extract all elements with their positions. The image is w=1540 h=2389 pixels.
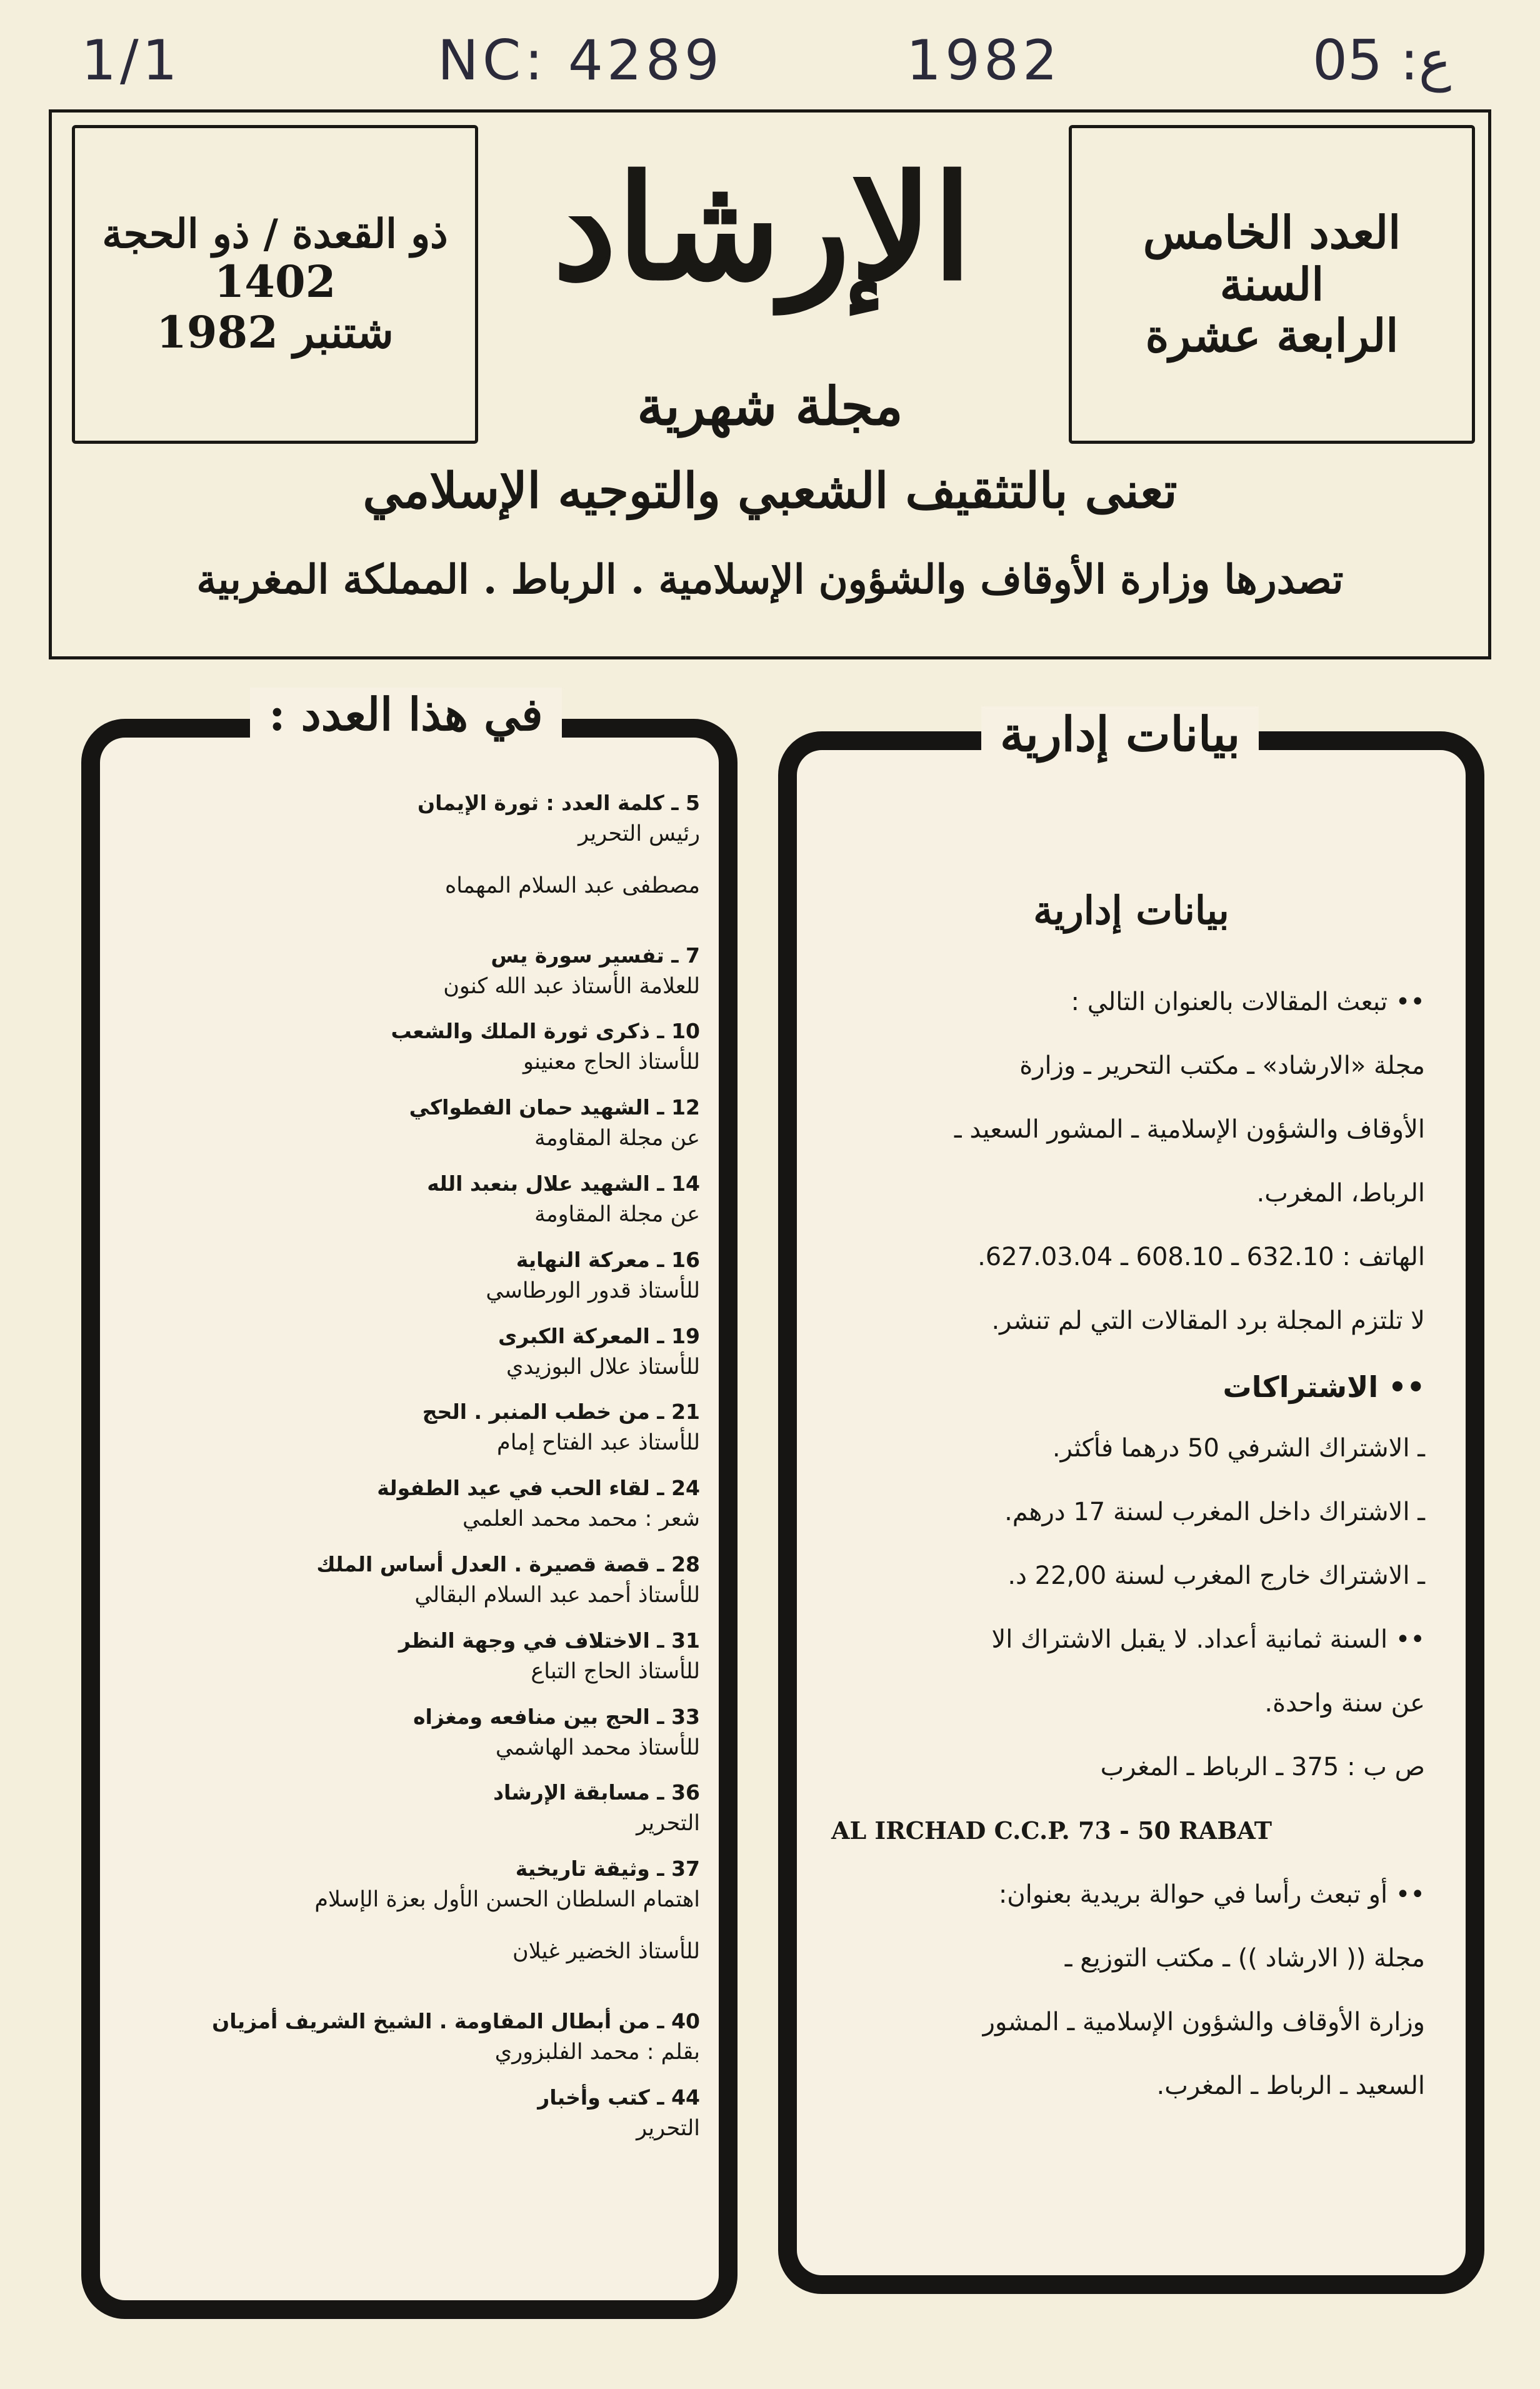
admin-line: الأوقاف والشؤون الإسلامية ـ المشور السعيد ـ xyxy=(954,1115,1425,1144)
admin-line: •• الاشتراكات xyxy=(1222,1370,1425,1404)
admin-line: وزارة الأوقاف والشؤون الإسلامية ـ المشور xyxy=(982,2008,1425,2036)
admin-line: AL IRCHAD C.C.P. 73 - 50 RABAT xyxy=(831,1816,1272,1845)
handwritten-issue-code: ع: 05 xyxy=(1312,28,1452,93)
toc-entry xyxy=(162,1552,700,1608)
toc-entry-author: للأستاذ عبد الفتاح إمام xyxy=(497,1430,700,1456)
toc-entry-title: 24 ـ لقاء الحب في عيد الطفولة xyxy=(377,1476,700,1501)
admin-line: ـ الاشتراك داخل المغرب لسنة 17 درهم. xyxy=(1004,1498,1425,1526)
toc-entry xyxy=(162,791,700,846)
issue-number-line: العدد الخامس xyxy=(1142,205,1401,259)
admin-body xyxy=(831,988,1425,2175)
toc-entry xyxy=(162,1248,700,1303)
toc-entry-title: 36 ـ مسابقة الإرشاد xyxy=(493,1780,700,1805)
gregorian-date: شتنبر 1982 xyxy=(156,306,394,358)
toc-entry xyxy=(162,2085,700,2141)
toc-entry-title: 19 ـ المعركة الكبرى xyxy=(498,1323,700,1348)
toc-entry-author: للأستاذ الخضير غيلان xyxy=(512,1939,700,1964)
admin-line: ص ب : 375 ـ الرباط ـ المغرب xyxy=(1100,1753,1425,1781)
toc-entry-title: 12 ـ الشهيد حمان الفطواكي xyxy=(409,1095,700,1120)
toc-entry-author: للأستاذ الحاج معنينو xyxy=(523,1049,700,1075)
toc-entry xyxy=(162,1856,700,1912)
admin-tab-heading: بيانات إدارية xyxy=(981,706,1259,762)
admin-line: مجلة (( الارشاد )) ـ مكتب التوزيع ـ xyxy=(1064,1944,1425,1973)
toc-entry-author: اهتمام السلطان الحسن الأول بعزة الإسلام xyxy=(314,1887,700,1913)
admin-line: الهاتف : 632.10 ـ 608.10 ـ 627.03.04. xyxy=(978,1243,1425,1271)
magazine-title: الإرشاد xyxy=(552,144,972,313)
issue-year-value: الرابعة عشرة xyxy=(1145,309,1399,363)
handwritten-catalog-number: NC: 4289 xyxy=(438,28,723,93)
toc-entry-title: 33 ـ الحج بين منافعه ومغزاه xyxy=(413,1704,700,1729)
toc-entry-author: عن مجلة المقاومة xyxy=(534,1126,700,1151)
toc-entry-title: 14 ـ الشهيد علال بنعبد الله xyxy=(427,1171,700,1196)
hijri-year: 1402 xyxy=(214,256,336,308)
handwritten-year: 1982 xyxy=(906,28,1061,93)
toc-entry-author: التحرير xyxy=(636,1811,700,1836)
toc-entry-author: بقلم : محمد الفلبزوري xyxy=(494,2039,700,2065)
toc-entry-author: للأستاذ الحاج التباع xyxy=(531,1658,700,1684)
toc-list xyxy=(162,791,700,2166)
hijri-months: ذو القعدة / ذو الحجة xyxy=(102,210,448,258)
toc-heading: في هذا العدد : xyxy=(250,688,562,741)
toc-entry-author: مصطفى عبد السلام المهماه xyxy=(444,873,700,898)
toc-entry xyxy=(162,1705,700,1760)
admin-line: مجلة «الارشاد» ـ مكتب التحرير ـ وزارة xyxy=(1019,1051,1425,1080)
toc-entry-author: للأستاذ علال البوزيدي xyxy=(506,1354,700,1380)
toc-entry xyxy=(162,1019,700,1074)
admin-line: ـ الاشتراك الشرفي 50 درهما فأكثر. xyxy=(1052,1434,1425,1463)
toc-entry-author: التحرير xyxy=(636,2115,700,2141)
toc-entry xyxy=(162,867,700,898)
toc-entry xyxy=(162,1628,700,1684)
admin-line: الرباط، المغرب. xyxy=(1256,1179,1425,1208)
admin-line: •• السنة ثمانية أعداد. لا يقبل الاشتراك الا xyxy=(991,1625,1425,1654)
toc-entry-title: 7 ـ تفسير سورة يس xyxy=(491,943,700,968)
admin-line: •• أو تبعث رأسا في حوالة بريدية بعنوان: xyxy=(998,1880,1425,1909)
issue-year-label: السنة xyxy=(1219,257,1324,311)
toc-entry xyxy=(162,1780,700,1836)
toc-entry-author: شعر : محمد محمد العلمي xyxy=(462,1506,700,1532)
admin-line: عن سنة واحدة. xyxy=(1264,1689,1425,1718)
magazine-subtitle: مجلة شهرية xyxy=(637,375,903,437)
toc-entry-author: للعلامة الأستاذ عبد الله كنون xyxy=(443,973,700,999)
toc-entry-title: 16 ـ معركة النهاية xyxy=(516,1247,700,1272)
admin-line: لا تلتزم المجلة برد المقالات التي لم تنشر. xyxy=(991,1306,1425,1335)
toc-entry-title: 37 ـ وثيقة تاريخية xyxy=(515,1856,700,1881)
handwritten-page-ref: 1/1 xyxy=(81,28,181,93)
toc-entry xyxy=(162,943,700,999)
magazine-tagline: تعنى بالتثقيف الشعبي والتوجيه الإسلامي xyxy=(362,463,1178,519)
toc-entry-author: عن مجلة المقاومة xyxy=(534,1202,700,1227)
magazine-publisher: تصدرها وزارة الأوقاف والشؤون الإسلامية . الرباط . المملكة المغربية xyxy=(196,556,1344,603)
toc-entry-title: 31 ـ الاختلاف في وجهة النظر xyxy=(398,1628,700,1653)
toc-entry-title: 28 ـ قصة قصيرة . العدل أساس الملك xyxy=(316,1552,700,1576)
toc-entry-author: رئيس التحرير xyxy=(578,821,700,846)
admin-line: ـ الاشتراك خارج المغرب لسنة 22,00 د. xyxy=(1008,1561,1425,1590)
toc-entry xyxy=(162,2009,700,2065)
toc-entry-author: للأستاذ محمد الهاشمي xyxy=(495,1735,700,1760)
toc-entry xyxy=(162,1400,700,1455)
toc-entry-title: 10 ـ ذكرى ثورة الملك والشعب xyxy=(391,1019,700,1044)
toc-entry xyxy=(162,1933,700,1964)
admin-heading: بيانات إدارية xyxy=(1033,888,1229,933)
toc-entry-title: 44 ـ كتب وأخبار xyxy=(538,2085,700,2110)
toc-entry xyxy=(162,1324,700,1380)
admin-line: السعيد ـ الرباط ـ المغرب. xyxy=(1156,2071,1425,2100)
admin-line: •• تبعث المقالات بالعنوان التالي : xyxy=(1071,988,1425,1016)
toc-entry-title: 5 ـ كلمة العدد : ثورة الإيمان xyxy=(417,791,700,815)
toc-entry xyxy=(162,1095,700,1151)
toc-entry-author: للأستاذ قدور الورطاسي xyxy=(486,1278,700,1303)
toc-entry-title: 21 ـ من خطب المنبر . الحج xyxy=(422,1400,700,1425)
toc-entry-author: للأستاذ أحمد عبد السلام البقالي xyxy=(414,1583,700,1608)
toc-entry xyxy=(162,1476,700,1531)
toc-entry xyxy=(162,1171,700,1227)
toc-entry-title: 40 ـ من أبطال المقاومة . الشيخ الشريف أمزيان xyxy=(212,2008,700,2033)
